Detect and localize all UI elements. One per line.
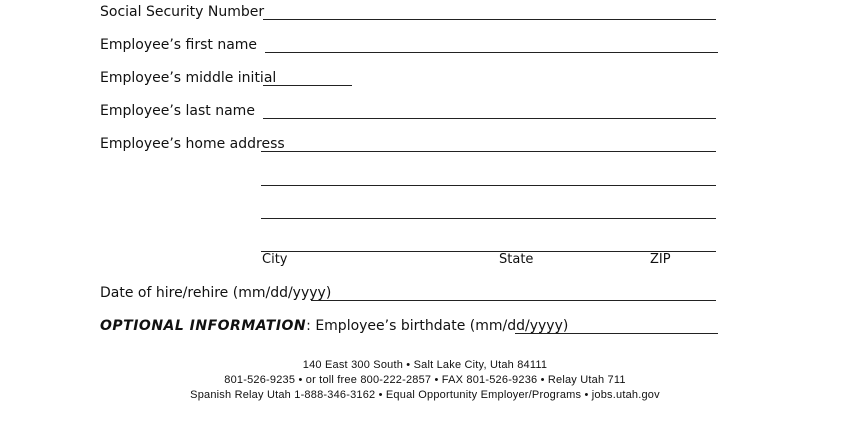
first-name-field[interactable]: [265, 52, 718, 53]
last-name-row: [0, 101, 850, 125]
address-line-1-field[interactable]: [261, 151, 716, 152]
footer-relay: Spanish Relay Utah 1-888-346-3162 • Equal Opportunity Employer/Programs • jobs.utah.gov: [190, 389, 660, 401]
middle-initial-label: Employee’s middle initial: [100, 70, 277, 86]
middle-initial-field[interactable]: [263, 85, 352, 86]
optional-info-heading: OPTIONAL INFORMATION: [100, 318, 307, 334]
birthdate-field[interactable]: [515, 333, 718, 334]
optional-info-row: [0, 316, 850, 340]
state-label: State: [499, 252, 534, 267]
first-name-row: [0, 35, 850, 59]
zip-label: ZIP: [650, 252, 671, 267]
ssn-label: Social Security Number: [100, 4, 265, 20]
birthdate-label: : Employee’s birthdate (mm/dd/yyyy): [306, 318, 569, 334]
address-line-3-field[interactable]: [261, 218, 716, 219]
city-state-zip-field[interactable]: [261, 251, 716, 252]
hire-date-field[interactable]: [311, 300, 716, 301]
middle-initial-row: [0, 68, 850, 92]
home-address-row: [0, 134, 850, 158]
optional-info-label: [100, 317, 568, 335]
footer-address: 140 East 300 South • Salt Lake City, Utah 84111: [302, 359, 548, 371]
city-label: City: [262, 252, 288, 267]
last-name-field[interactable]: [263, 118, 716, 119]
first-name-label: Employee’s first name: [100, 37, 258, 53]
ssn-field[interactable]: [263, 19, 716, 20]
ssn-row: [0, 2, 850, 26]
hire-date-row: [0, 283, 850, 307]
hire-date-label: Date of hire/rehire (mm/dd/yyyy): [100, 285, 332, 301]
last-name-label: Employee’s last name: [100, 103, 255, 119]
footer-phones: 801-526-9235 • or toll free 800-222-2857 • FAX 801-526-9236 • Relay Utah 711: [224, 374, 626, 386]
address-line-2-field[interactable]: [261, 185, 716, 186]
home-address-label: Employee’s home address: [100, 136, 285, 152]
